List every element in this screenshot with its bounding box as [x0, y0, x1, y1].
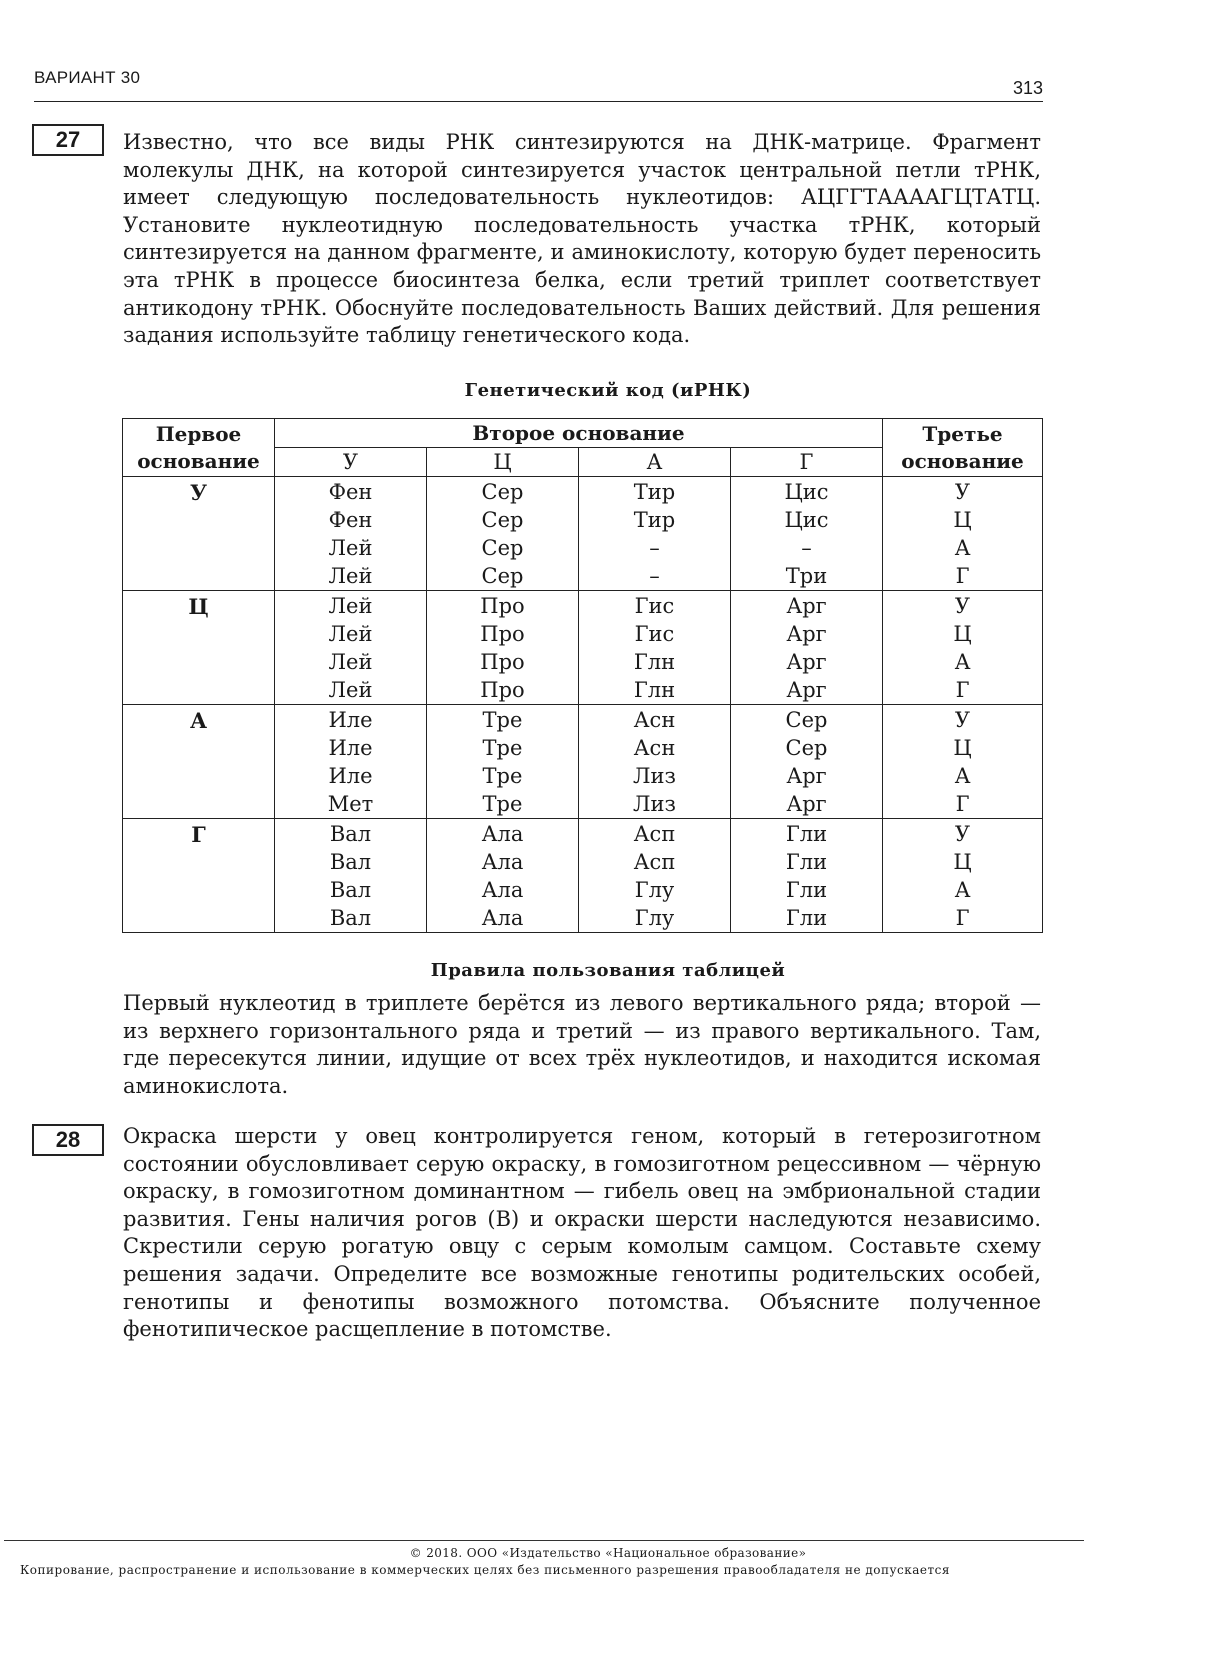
footer-divider — [4, 1540, 1084, 1541]
third-base: У — [954, 708, 971, 732]
amino-acid: Асп — [633, 822, 676, 846]
header-first-base: Первое основание — [123, 419, 275, 477]
amino-acid: Сер — [785, 736, 828, 760]
amino-acid-cell — [731, 705, 883, 819]
third-base: А — [954, 878, 971, 902]
amino-acid: Цис — [784, 480, 829, 504]
amino-acid: Иле — [328, 764, 373, 788]
amino-acid: Арг — [786, 622, 827, 646]
third-base: У — [954, 594, 971, 618]
amino-acid: Ала — [481, 878, 524, 902]
amino-acid: Тре — [482, 792, 523, 816]
second-base-u: У — [275, 448, 427, 477]
amino-acid: Арг — [786, 594, 827, 618]
rules-text: Первый нуклеотид в триплете берётся из левого вертикального ряда; второй — из верхнего горизонтального ряда и третий — из правого вертикального. Там, где пересекутся линии, идущие от всех трёх нуклеотидов, и находится искомая аминокислота. — [123, 991, 1041, 1098]
task-27-text: Известно, что все виды РНК синтезируются на ДНК-матрице. Фрагмент молекулы ДНК, на которой синтезируется участок центральной петли тРНК, имеет следующую последовательность нуклеотидов: АЦГГТАААAГЦТАТЦ. Установите нуклеотидную последовательность участка тРНК, который синтезируется на данном фрагменте, и аминокислоту, которую будет переносить эта тРНК в процессе биосинтеза белка, если третий триплет соответствует антикодону тРНК. Обоснуйте последовательность Ваших действий. Для решения задания используйте таблицу генетического кода. — [123, 130, 1041, 348]
amino-acid: Гис — [634, 622, 675, 646]
third-base: Ц — [953, 736, 972, 760]
amino-acid: Три — [785, 564, 828, 588]
amino-acid-cell — [275, 705, 427, 819]
first-base-cell: У — [123, 477, 275, 591]
amino-acid: Тре — [482, 736, 523, 760]
amino-acid: Про — [480, 594, 525, 618]
amino-acid-cell — [579, 819, 731, 933]
amino-acid: Гли — [785, 878, 828, 902]
third-base: У — [954, 480, 971, 504]
amino-acid: Арг — [786, 678, 827, 702]
header-divider — [34, 101, 1043, 102]
amino-acid-cell — [275, 819, 427, 933]
amino-acid-cell — [579, 591, 731, 705]
third-base-cell — [883, 819, 1043, 933]
third-base: А — [954, 536, 971, 560]
variant-label: ВАРИАНТ 30 — [34, 68, 141, 87]
third-base-cell — [883, 477, 1043, 591]
amino-acid: Асн — [633, 708, 676, 732]
amino-acid: Ала — [481, 822, 524, 846]
amino-acid: Про — [480, 678, 525, 702]
amino-acid-cell — [427, 705, 579, 819]
task-28-text: Окраска шерсти у овец контролируется геном, который в гетерозиготном состоянии обусловливает серую окраску, в гомозиготном рецессивном — чёрную окраску, в гомозиготном доминантном — гибель овец на эмбриональной стадии развития. Гены наличия рогов (B) и окраски шерсти наследуются независимо. Скрестили серую рогатую овцу с серым комолым самцом. Составьте схему решения задачи. Определите все возможные генотипы родительских особей, генотипы и фенотипы возможного потомства. Объясните полученное фенотипическое расщепление в потомстве. — [123, 1124, 1041, 1342]
header-second-base: Второе основание — [275, 419, 883, 448]
amino-acid: Про — [480, 650, 525, 674]
rules-title: Правила пользования таблицей — [430, 960, 786, 981]
third-base: Ц — [953, 850, 972, 874]
amino-acid: Асп — [633, 850, 676, 874]
amino-acid: Тре — [482, 708, 523, 732]
amino-acid: Иле — [328, 736, 373, 760]
second-base-a: А — [579, 448, 731, 477]
amino-acid: – — [649, 536, 660, 560]
footer-copyright: © 2018. ООО «Издательство «Национальное образование» — [409, 1546, 807, 1560]
amino-acid: Ала — [481, 906, 524, 930]
amino-acid: Лей — [328, 564, 373, 588]
second-base-g: Г — [731, 448, 883, 477]
genetic-code-table — [122, 418, 1043, 933]
amino-acid: – — [801, 536, 812, 560]
amino-acid: Лей — [328, 650, 373, 674]
amino-acid: Сер — [481, 508, 524, 532]
amino-acid: Асн — [633, 736, 676, 760]
amino-acid: Иле — [328, 708, 373, 732]
amino-acid: Ала — [481, 850, 524, 874]
first-base-cell: Г — [123, 819, 275, 933]
table-title: Генетический код (иРНК) — [464, 380, 752, 401]
amino-acid: Про — [480, 622, 525, 646]
amino-acid-cell — [579, 705, 731, 819]
third-base-cell — [883, 705, 1043, 819]
amino-acid: Фен — [328, 508, 373, 532]
footer-notice: Копирование, распространение и использование в коммерческих целях без письменного разрешения правообладателя не допускается — [20, 1563, 950, 1577]
third-base: Г — [955, 564, 970, 588]
amino-acid: Вал — [329, 850, 372, 874]
table-row — [123, 477, 1043, 591]
amino-acid: Сер — [481, 564, 524, 588]
first-base-cell: А — [123, 705, 275, 819]
amino-acid: Глн — [633, 678, 676, 702]
third-base: Ц — [953, 508, 972, 532]
amino-acid: Глу — [634, 906, 675, 930]
amino-acid: Арг — [786, 650, 827, 674]
amino-acid: Лиз — [633, 764, 676, 788]
third-base: Г — [955, 792, 970, 816]
amino-acid: Лиз — [633, 792, 676, 816]
amino-acid: Вал — [329, 878, 372, 902]
amino-acid-cell — [275, 591, 427, 705]
amino-acid: Тре — [482, 764, 523, 788]
amino-acid: Сер — [785, 708, 828, 732]
task-27-number: 27 — [32, 124, 104, 156]
amino-acid: Лей — [328, 536, 373, 560]
amino-acid: Лей — [328, 678, 373, 702]
third-base: Ц — [953, 622, 972, 646]
amino-acid-cell — [731, 477, 883, 591]
amino-acid: Арг — [786, 792, 827, 816]
amino-acid-cell — [427, 819, 579, 933]
amino-acid-cell — [731, 819, 883, 933]
amino-acid: Вал — [329, 906, 372, 930]
amino-acid: Глу — [634, 878, 675, 902]
amino-acid: Фен — [328, 480, 373, 504]
amino-acid-cell — [427, 477, 579, 591]
amino-acid: Гис — [634, 594, 675, 618]
amino-acid: – — [649, 564, 660, 588]
third-base: Г — [955, 678, 970, 702]
amino-acid: Цис — [784, 508, 829, 532]
amino-acid-cell — [427, 591, 579, 705]
amino-acid: Глн — [633, 650, 676, 674]
amino-acid: Мет — [327, 792, 374, 816]
third-base: А — [954, 650, 971, 674]
amino-acid: Сер — [481, 536, 524, 560]
second-base-c: Ц — [427, 448, 579, 477]
third-base: У — [954, 822, 971, 846]
amino-acid-cell — [579, 477, 731, 591]
first-base-cell: Ц — [123, 591, 275, 705]
third-base: А — [954, 764, 971, 788]
amino-acid-cell — [731, 591, 883, 705]
amino-acid: Гли — [785, 850, 828, 874]
amino-acid: Лей — [328, 594, 373, 618]
amino-acid: Вал — [329, 822, 372, 846]
table-row — [123, 705, 1043, 819]
task-28-number: 28 — [32, 1124, 104, 1156]
amino-acid: Лей — [328, 622, 373, 646]
table-row — [123, 819, 1043, 933]
table-row — [123, 591, 1043, 705]
amino-acid: Гли — [785, 906, 828, 930]
page-number: 313 — [1012, 78, 1043, 98]
header-third-base: Третье основание — [883, 419, 1043, 477]
third-base-cell — [883, 591, 1043, 705]
amino-acid: Сер — [481, 480, 524, 504]
amino-acid: Тир — [633, 508, 676, 532]
amino-acid: Тир — [633, 480, 676, 504]
third-base: Г — [955, 906, 970, 930]
amino-acid: Гли — [785, 822, 828, 846]
amino-acid: Арг — [786, 764, 827, 788]
amino-acid-cell — [275, 477, 427, 591]
